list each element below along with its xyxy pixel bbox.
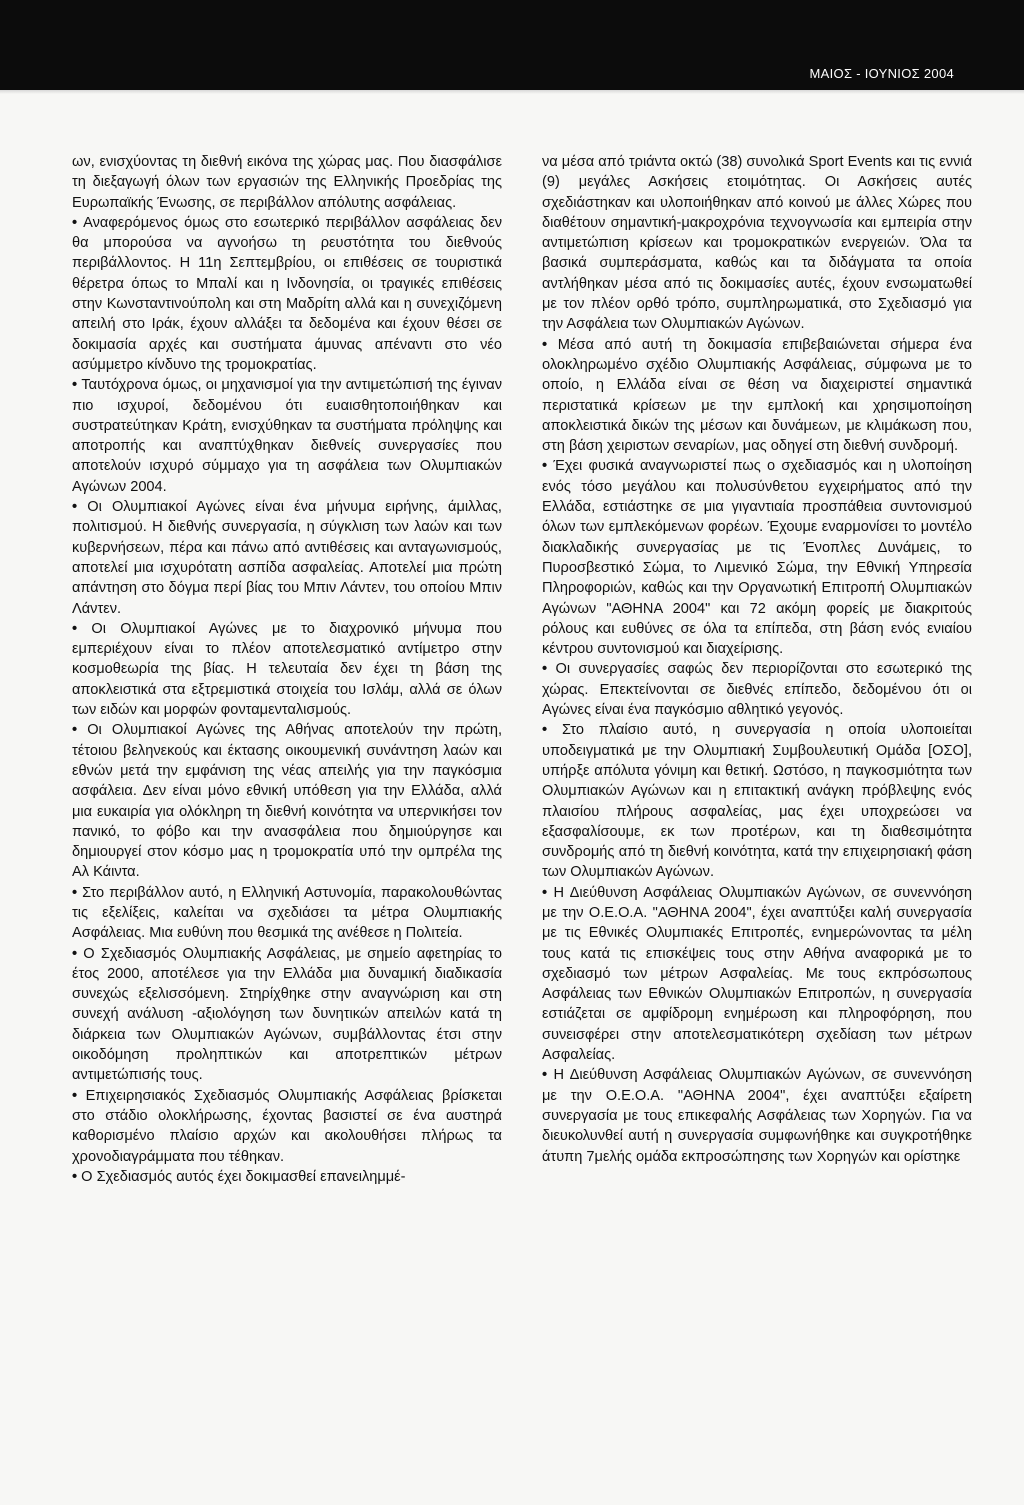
issue-date: ΜΑΙΟΣ - ΙΟΥΝΙΟΣ 2004 (809, 66, 954, 81)
paragraph: ων, ενισχύοντας τη διεθνή εικόνα της χώρας μας. Που διασφάλισε τη διεξαγωγή όλων των εργασιών της Ελληνικής Προεδρίας της Ευρωπαϊκής Ένωσης, σε περιβάλλον απόλυτης ασφάλειας. (72, 154, 502, 211)
paragraph: • Ταυτόχρονα όμως, οι μηχανισμοί για την αντιμετώπισή της έγιναν πιο ισχυροί, δεδομένου ότι ευαισθητοποιήθηκαν και συστρατεύτηκαν Κράτη, ενισχύθηκαν τα συστήματα πρόληψης και αποτροπής και αναπτύχθηκαν διεθνείς συνεργασίες που αποτελούν ισχυρό σύμμαχο για τη ασφάλεια των Ολυμπιακών Αγώνων 2004. (72, 375, 502, 497)
paragraph: • Οι Ολυμπιακοί Αγώνες με το διαχρονικό μήνυμα που εμπεριέχουν είναι το πλέον αποτελεσματικό αντίμετρο στην κοσμοθεωρία της βίας. Η τελευταία δεν έχει τη βάση της αποκλειστικά στα εξτρεμιστικά στοιχεία του Ισλάμ, αλλά σε όλων των ειδών και μορφών φονταμενταλισμούς. (72, 619, 502, 720)
header-bar (0, 0, 1024, 90)
paragraph: • Η Διεύθυνση Ασφάλειας Ολυμπιακών Αγώνων, σε συνεννόηση με την Ο.Ε.Ο.Α. "ΑΘΗΝΑ 2004", έχει αναπτύξει εξαίρετη συνεργασία με τους επικεφαλής Ασφάλειας των Χορηγών. Για να διευκολυνθεί αυτή η συνεργασία συμφωνήθηκε και συγκροτήθηκε άτυπη 7μελής ομάδα εκπροσώπησης των Χορηγών και ορίστηκε (542, 1065, 972, 1166)
paragraph: • Ο Σχεδιασμός Ολυμπιακής Ασφάλειας, με σημείο αφετηρίας το έτος 2000, αποτέλεσε για την Ελλάδα μια δυναμική διαδικασία συνεχώς εξελισσόμενη. Στηρίχθηκε στην αναγνώριση και στη συνεχή ανάλυση -αξιολόγηση των δυνητικών απειλών κατά τη διάρκεια των Ολυμπιακών Αγώνων, συμβάλλοντας έτσι στην οικοδόμηση προληπτικών και αποτρεπτικών μέτρων αντιμετώπισής τους. (72, 944, 502, 1086)
paragraph: • Έχει φυσικά αναγνωριστεί πως ο σχεδιασμός και η υλοποίηση ενός τόσο μεγάλου και πολυσύνθετου εγχειρήματος από την Ελλάδα, εστιάστηκε σε μια γιγαντιαία προσπάθεια συντονισμού όλων των εμπλεκόμενων φορέων. Έχουμε εναρμονίσει το μοντέλο διακλαδικής συνεργασίας με τις Ένοπλες Δυνάμεις, το Πυροσβεστικό Σώμα, το Λιμενικό Σώμα, την Εθνική Υπηρεσία Πληροφοριών, καθώς και την Οργανωτική Επιτροπή Ολυμπιακών Αγώνων "ΑΘΗΝΑ 2004" και 72 ακόμη φορείς με διακριτούς ρόλους και ευθύνες σε όλα τα επίπεδα, στη βάση ενός ενιαίου κέντρου συντονισμού και διαχείρισης. (542, 456, 972, 659)
paragraph: • Οι Ολυμπιακοί Αγώνες είναι ένα μήνυμα ειρήνης, άμιλλας, πολιτισμού. Η διεθνής συνεργασία, η σύγκλιση των λαών και των κυβερνήσεων, πέρα και πάνω από αντιθέσεις και ανταγωνισμούς, αποτελεί μια ισχυρότατη ασπίδα ασφαλείας. Αποτελεί μια πρώτη απάντηση στο δόγμα περί βίας του Μπιν Λάντεν, του οποίου Μπιν Λάντεν. (72, 497, 502, 619)
paragraph: • Στο περιβάλλον αυτό, η Ελληνική Αστυνομία, παρακολουθώντας τις εξελίξεις, καλείται να σχεδιάσει τα μέτρα Ολυμπιακής Ασφάλειας. Μια ευθύνη που θεσμικά της ανέθεσε η Πολιτεία. (72, 883, 502, 944)
paragraph: • Επιχειρησιακός Σχεδιασμός Ολυμπιακής Ασφάλειας βρίσκεται στο στάδιο ολοκλήρωσης, έχοντας βασιστεί σε ένα αυστηρά καθορισμένο πλαίσιο αρχών και ακολουθήσει πλήρως τα χρονοδιαγράμματα που τέθηκαν. (72, 1086, 502, 1167)
paragraph: • Η Διεύθυνση Ασφάλειας Ολυμπιακών Αγώνων, σε συνεννόηση με την Ο.Ε.Ο.Α. "ΑΘΗΝΑ 2004", έχει αναπτύξει καλή συνεργασία με τις Εθνικές Ολυμπιακές Επιτροπές, ενημερώνοντας τα μέλη τους κατά τις επισκέψεις τους στην Αθήνα αναφορικά με το σχεδιασμό των μέτρων Ασφαλείας. Με τους εκπρόσωπους Ασφάλειας των Εθνικών Ολυμπιακών Επιτροπών, η συνεργασία εστιάζεται σε αμφίδρομη ενημέρωση και πληροφόρηση, που συνεισφέρει στην αποτελεσματικότερη σχεδίαση των μέτρων Ασφαλείας. (542, 883, 972, 1066)
paragraph: • Οι συνεργασίες σαφώς δεν περιορίζονται στο εσωτερικό της χώρας. Επεκτείνονται σε διεθνές επίπεδο, δεδομένου ότι οι Αγώνες είναι ένα παγκόσμιο αθλητικό γεγονός. (542, 659, 972, 720)
article-body (72, 152, 972, 1482)
right-column (542, 152, 972, 1482)
paragraph: • Οι Ολυμπιακοί Αγώνες της Αθήνας αποτελούν την πρώτη, τέτοιου βεληνεκούς και έκτασης οικουμενική συνάντηση λαών και εθνών μετά την εμφάνιση της νέας απειλής για την παγκόσμια ασφάλεια. Δεν είναι μόνο εθνική υπόθεση για την Ελλάδα, αλλά μια ευκαιρία για ολόκληρη τη διεθνή κοινότητα να υπερνικήσει τον πανικό, το φόβο και την ανασφάλεια που δημιούργησε και δημιουργεί στον κόσμο μας η τρομοκρατία υπό την ομπρέλα της Αλ Κάιντα. (72, 720, 502, 882)
header-divider (0, 90, 1024, 94)
paragraph: • Μέσα από αυτή τη δοκιμασία επιβεβαιώνεται σήμερα ένα ολοκληρωμένο σχέδιο Ολυμπιακής Ασφάλειας, σύμφωνα με το οποίο, η Ελλάδα είναι σε θέση να διαχειριστεί σημαντικά περιστατικά κρίσεων με την εμπλοκή και χρησιμοποίηση αποκλειστικά δικών της μέσων και δυνάμεων, με κλιμάκωση που, στη βάση χειριστων σεναρίων, μας οδηγεί στη διεθνή συνδρομή. (542, 335, 972, 457)
paragraph: να μέσα από τριάντα οκτώ (38) συνολικά Sport Events και τις εννιά (9) μεγάλες Ασκήσεις ετοιμότητας. Οι Ασκήσεις αυτές σχεδιάστηκαν και υλοποιήθηκαν από κοινού με άλλες Χώρες που διαθέτουν σημαντική-μακροχρόνια τεχνογνωσία και εμπειρία στην αντιμετώπιση κρίσεων και τρομοκρατικών ενεργειών. Όλα τα βασικά συμπεράσματα, καθώς και τα διδάγματα τα οποία αντλήθηκαν μέσα από τις δοκιμασίες αυτές, έχουν ενσωματωθεί με τον πλέον ορθό τρόπο, συμπληρωματικά, στο Σχεδιασμό για την Ασφάλεια των Ολυμπιακών Αγώνων. (542, 154, 973, 333)
paragraph: • Ο Σχεδιασμός αυτός έχει δοκιμασθεί επανειλημμέ- (72, 1167, 502, 1187)
left-column (72, 152, 502, 1482)
paragraph: • Αναφερόμενος όμως στο εσωτερικό περιβάλλον ασφάλειας δεν θα μπορούσα να αγνοήσω τη ρευστότητα του διεθνούς περιβάλλοντος. Η 11η Σεπτεμβρίου, οι επιθέσεις σε τουριστικά θέρετρα όπως το Μπαλί και η Ινδονησία, οι τραγικές επιθέσεις στην Κωνσταντινούπολη και στη Μαδρίτη αλλά και η συνεχιζόμενη απειλή στο Ιράκ, έχουν αλλάξει τα δεδομένα και έχουν θέσει σε δοκιμασία αρχές και συστήματα άμυνας απέναντι στο νέο ασύμμετρο κίνδυνο της τρομοκρατίας. (72, 213, 502, 375)
paragraph: • Στο πλαίσιο αυτό, η συνεργασία η οποία υλοποιείται υποδειγματικά με την Ολυμπιακή Συμβουλευτική Ομάδα [ΟΣΟ], υπήρξε απόλυτα γόνιμη και θετική. Ωστόσο, η παγκοσμιότητα των Ολυμπιακών Αγώνων και η επιτακτική ανάγκη πρόβλεψης ενός πλαισίου πλήρους ασφαλείας, μας έχει υποχρεώσει να εξασφαλίσουμε, εκ των προτέρων, και τη διαθεσιμότητα συνδρομής από τη διεθνή κοινότητα, κατά την επιχειρησιακή φάση των Ολυμπιακών Αγώνων. (542, 720, 972, 882)
